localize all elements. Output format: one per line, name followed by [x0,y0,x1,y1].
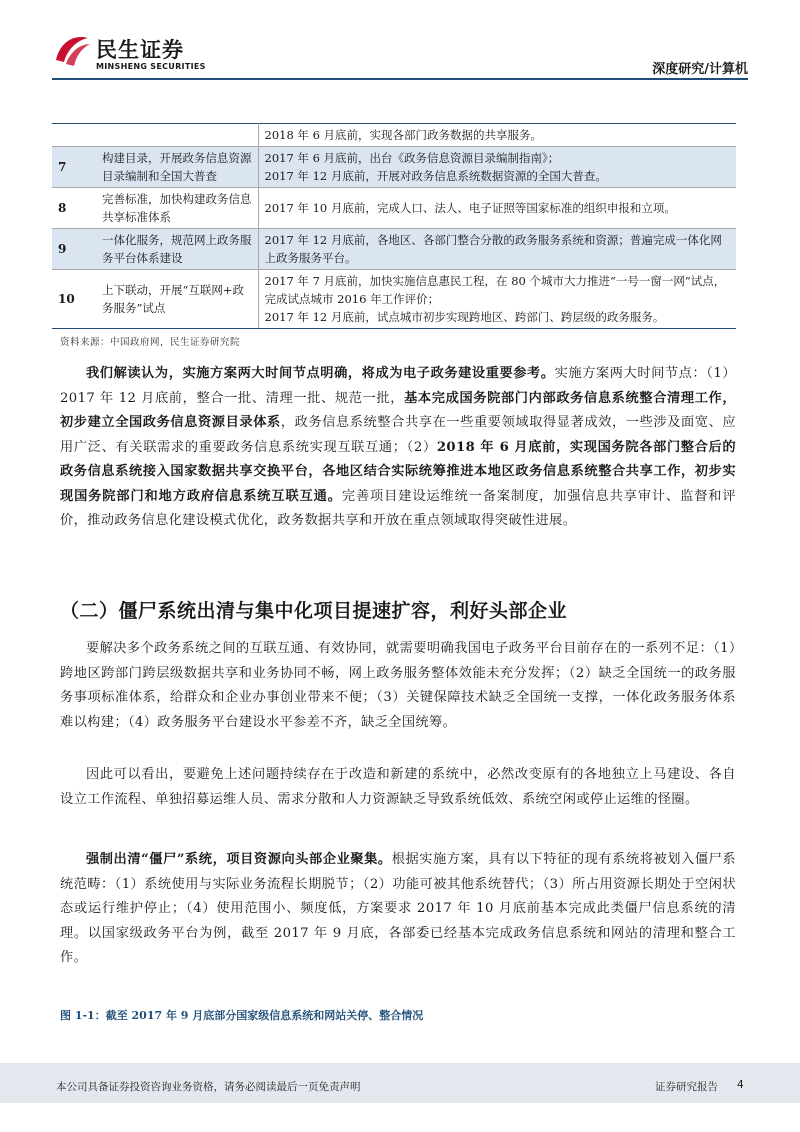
para1-text-1: 实施方案两大时间节点：（1）2017 年 12 月底前，整合一批、清理一批、规范一批， [60,366,736,406]
row-progress [258,229,736,270]
progress-line: 2017 年 12 月底前，各地区、各部门整合分散的政务服务系统和资源；普遍完成一体化网上政务服务平台。 [264,233,722,265]
para4-bold-lead: 强制出清“僵尸”系统，项目资源向头部企业聚集。 [86,852,392,867]
figure-caption: 图 1-1：截至 2017 年 9 月底部分国家级信息系统和网站关停、整合情况 [60,1009,424,1022]
para1-bold-2: 基本完成国务院部门内部政务信息系统整合清理工作，初步建立全国政务信息资源目录体系 [60,390,736,430]
row-measure [96,124,258,147]
progress-line: 2017 年 12 月底前，试点城市初步实现跨地区、跨部门、跨层级的政务服务。 [264,310,665,324]
row-measure: 构建目录，开展政务信息资源目录编制和全国大普查 [96,147,258,188]
footer-report-label: 证券研究报告 [655,1081,718,1093]
paragraph-interpretation [60,362,736,534]
report-type-label: 深度研究/计算机 [652,62,748,77]
logo-text-en: MINSHENG SECURITIES [96,62,206,71]
company-logo [52,30,212,78]
progress-line: 2017 年 12 月底前，开展对政务信息系统数据资源的全国大普查。 [264,169,607,183]
table-row [52,270,736,329]
logo-text-cn: 民生证券 [96,38,184,62]
page-header [0,0,800,86]
row-number: 10 [52,270,96,329]
table-row [52,124,736,147]
para4-text: 根据实施方案，具有以下特征的现有系统将被划入僵尸系统范畴：（1）系统使用与实际业务流程长期脱节；（2）功能可被其他系统替代；（3）所占用资源长期处于空闲状态或运行维护停止；（4）使用范围小、频度低，方案要求 2017 年 10 月底前基本完成此类僵尸信息系统的清理。以国家级政务平台为例，截至 2017 年 9 月底，各部委已经基本完成政务信息系统和网站的清理和整合工作。 [60,852,736,965]
paragraph-conclusion: 因此可以看出，要避免上述问题持续存在于改造和新建的系统中，必然改变原有的各地独立上马建设、各自设立工作流程、单独招募运维人员、需求分散和人力资源缺乏导致系统低效、系统空闲或停止运维的怪圈。 [60,767,736,807]
progress-line: 2017 年 10 月底前，完成人口、法人、电子证照等国家标准的组织申报和立项。 [264,201,676,215]
row-progress [258,270,736,329]
progress-line: 2017 年 6 月底前，出台《政务信息资源目录编制指南》； [264,151,560,165]
table-body [52,124,736,329]
page-number: 4 [737,1079,744,1091]
row-number: 9 [52,229,96,270]
footer-disclaimer: 本公司具备证券投资咨询业务资格，请务必阅读最后一页免责声明 [56,1081,361,1093]
progress-line: 2017 年 7 月底前，加快实施信息惠民工程，在 80 个城市大力推进“一号一窗一网”试点，完成试点城市 2016 年工作评价； [264,274,726,306]
table-row [52,147,736,188]
row-progress [258,124,736,147]
row-number: 8 [52,188,96,229]
table-row [52,229,736,270]
para1-bold-3: 2018 年 6 月底前，实现国务院各部门整合后的政务信息系统接入国家数据共享交换平台，各地区结合实际统筹推进本地区政务信息系统整合共享工作，初步实现国务院部门和地方政府信息系统互联互通。 [60,439,736,504]
row-progress [258,188,736,229]
measures-table [52,123,736,329]
row-number [52,124,96,147]
table-source: 资料来源：中国政府网，民生证券研究院 [60,337,241,348]
para1-bold-lead: 我们解读认为，实施方案两大时间节点明确，将成为电子政务建设重要参考。 [86,366,555,381]
row-progress [258,147,736,188]
row-number: 7 [52,147,96,188]
row-measure: 上下联动，开展“互联网+政务服务”试点 [96,270,258,329]
row-measure: 完善标准，加快构建政务信息共享标准体系 [96,188,258,229]
table-row [52,188,736,229]
row-measure: 一体化服务，规范网上政务服务平台体系建设 [96,229,258,270]
logo-mark-icon [52,30,92,70]
para1-text-2: ，政务信息系统整合共享在一些重要领域取得显著成效，一些涉及面宽、应用广泛、有关联需求的重要政务信息系统实现互联互通；（2） [60,415,736,455]
section-title: （二）僵尸系统出清与集中化项目提速扩容，利好头部企业 [60,600,568,622]
progress-line: 2018 年 6 月底前，实现各部门政务数据的共享服务。 [264,128,543,142]
paragraph-shortcomings: 要解决多个政务系统之间的互联互通、有效协同，就需要明确我国电子政务平台目前存在的一系列不足：（1）跨地区跨部门跨层级数据共享和业务协同不畅，网上政务服务整体效能未充分发挥；（2）缺乏全国统一的政务服务事项标准体系，给群众和企业办事创业带来不便；（3）关键保障技术缺乏全国统一支撑，一体化政务服务体系难以构建；（4）政务服务平台建设水平参差不齐，缺乏全国统筹。 [60,641,736,730]
header-divider [52,78,748,80]
para1-text-3: 完善项目建设运维统一备案制度，加强信息共享审计、监督和评价，推动政务信息化建设模式优化，政务数据共享和开放在重点领域取得突破性进展。 [60,488,736,528]
paragraph-zombie-systems [60,848,736,971]
